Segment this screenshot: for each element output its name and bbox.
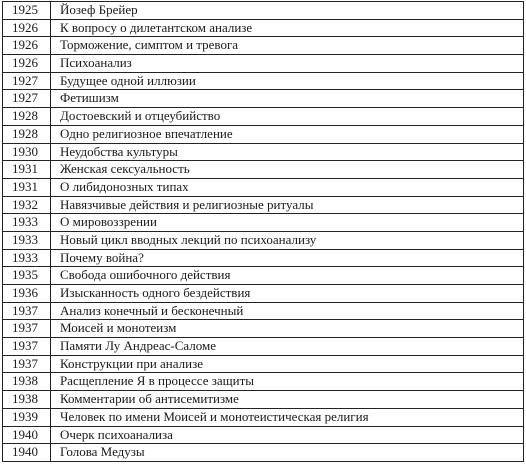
works-table <box>2 1 524 462</box>
title-cell: Почему война? <box>51 250 524 267</box>
title-cell: Комментарии об антисемитизме <box>51 391 524 408</box>
year-cell: 1926 <box>3 37 51 54</box>
year-cell: 1937 <box>3 303 51 320</box>
year-cell: 1926 <box>3 55 51 72</box>
year-cell: 1937 <box>3 320 51 337</box>
table-row <box>3 161 524 179</box>
year-cell: 1933 <box>3 214 51 231</box>
title-cell: Достоевский и отцеубийство <box>51 108 524 125</box>
year-cell: 1932 <box>3 197 51 214</box>
title-cell: Памяти Лу Андреас-Саломе <box>51 338 524 355</box>
year-cell: 1937 <box>3 338 51 355</box>
title-cell: Одно религиозное впечатление <box>51 126 524 143</box>
year-cell: 1926 <box>3 20 51 37</box>
title-cell: О либидонозных типах <box>51 179 524 196</box>
table-row <box>3 108 524 126</box>
table-row <box>3 197 524 215</box>
table-row <box>3 73 524 91</box>
table-row <box>3 144 524 162</box>
year-cell: 1938 <box>3 391 51 408</box>
title-cell: Психоанализ <box>51 55 524 72</box>
year-cell: 1931 <box>3 179 51 196</box>
table-row <box>3 55 524 73</box>
table-row <box>3 267 524 285</box>
table-row <box>3 90 524 108</box>
year-cell: 1935 <box>3 267 51 284</box>
title-cell: Будущее одной иллюзии <box>51 73 524 90</box>
year-cell: 1927 <box>3 73 51 90</box>
year-cell: 1938 <box>3 373 51 390</box>
table-row <box>3 303 524 321</box>
table-row <box>3 391 524 409</box>
title-cell: Женская сексуальность <box>51 161 524 178</box>
title-cell: Человек по имени Моисей и монотеистическая религия <box>51 409 524 426</box>
year-cell: 1940 <box>3 427 51 444</box>
table-row <box>3 320 524 338</box>
year-cell: 1927 <box>3 90 51 107</box>
title-cell: Изысканность одного бездействия <box>51 285 524 302</box>
title-cell: Расщепление Я в процессе защиты <box>51 373 524 390</box>
table-row <box>3 444 524 462</box>
title-cell: О мировоззрении <box>51 214 524 231</box>
title-cell: Свобода ошибочного действия <box>51 267 524 284</box>
table-row <box>3 285 524 303</box>
year-cell: 1933 <box>3 250 51 267</box>
year-cell: 1928 <box>3 126 51 143</box>
table-row <box>3 179 524 197</box>
title-cell: Новый цикл вводных лекций по психоанализу <box>51 232 524 249</box>
year-cell: 1939 <box>3 409 51 426</box>
title-cell: Анализ конечный и бесконечный <box>51 303 524 320</box>
title-cell: Моисей и монотеизм <box>51 320 524 337</box>
title-cell: Конструкции при анализе <box>51 356 524 373</box>
year-cell: 1937 <box>3 356 51 373</box>
title-cell: Йозеф Брейер <box>51 2 524 19</box>
year-cell: 1933 <box>3 232 51 249</box>
title-cell: Неудобства культуры <box>51 144 524 161</box>
year-cell: 1925 <box>3 2 51 19</box>
table-row <box>3 356 524 374</box>
table-row <box>3 427 524 445</box>
year-cell: 1936 <box>3 285 51 302</box>
title-cell: Очерк психоанализа <box>51 427 524 444</box>
table-row <box>3 409 524 427</box>
title-cell: Фетишизм <box>51 90 524 107</box>
table-row <box>3 37 524 55</box>
table-row <box>3 126 524 144</box>
year-cell: 1940 <box>3 444 51 461</box>
table-row <box>3 250 524 268</box>
table-row <box>3 338 524 356</box>
table-row <box>3 373 524 391</box>
title-cell: Голова Медузы <box>51 444 524 461</box>
table-row <box>3 20 524 38</box>
year-cell: 1931 <box>3 161 51 178</box>
year-cell: 1928 <box>3 108 51 125</box>
table-row <box>3 232 524 250</box>
title-cell: К вопросу о дилетантском анализе <box>51 20 524 37</box>
title-cell: Торможение, симптом и тревога <box>51 37 524 54</box>
year-cell: 1930 <box>3 144 51 161</box>
title-cell: Навязчивые действия и религиозные ритуалы <box>51 197 524 214</box>
table-row <box>3 214 524 232</box>
table-row <box>3 2 524 20</box>
